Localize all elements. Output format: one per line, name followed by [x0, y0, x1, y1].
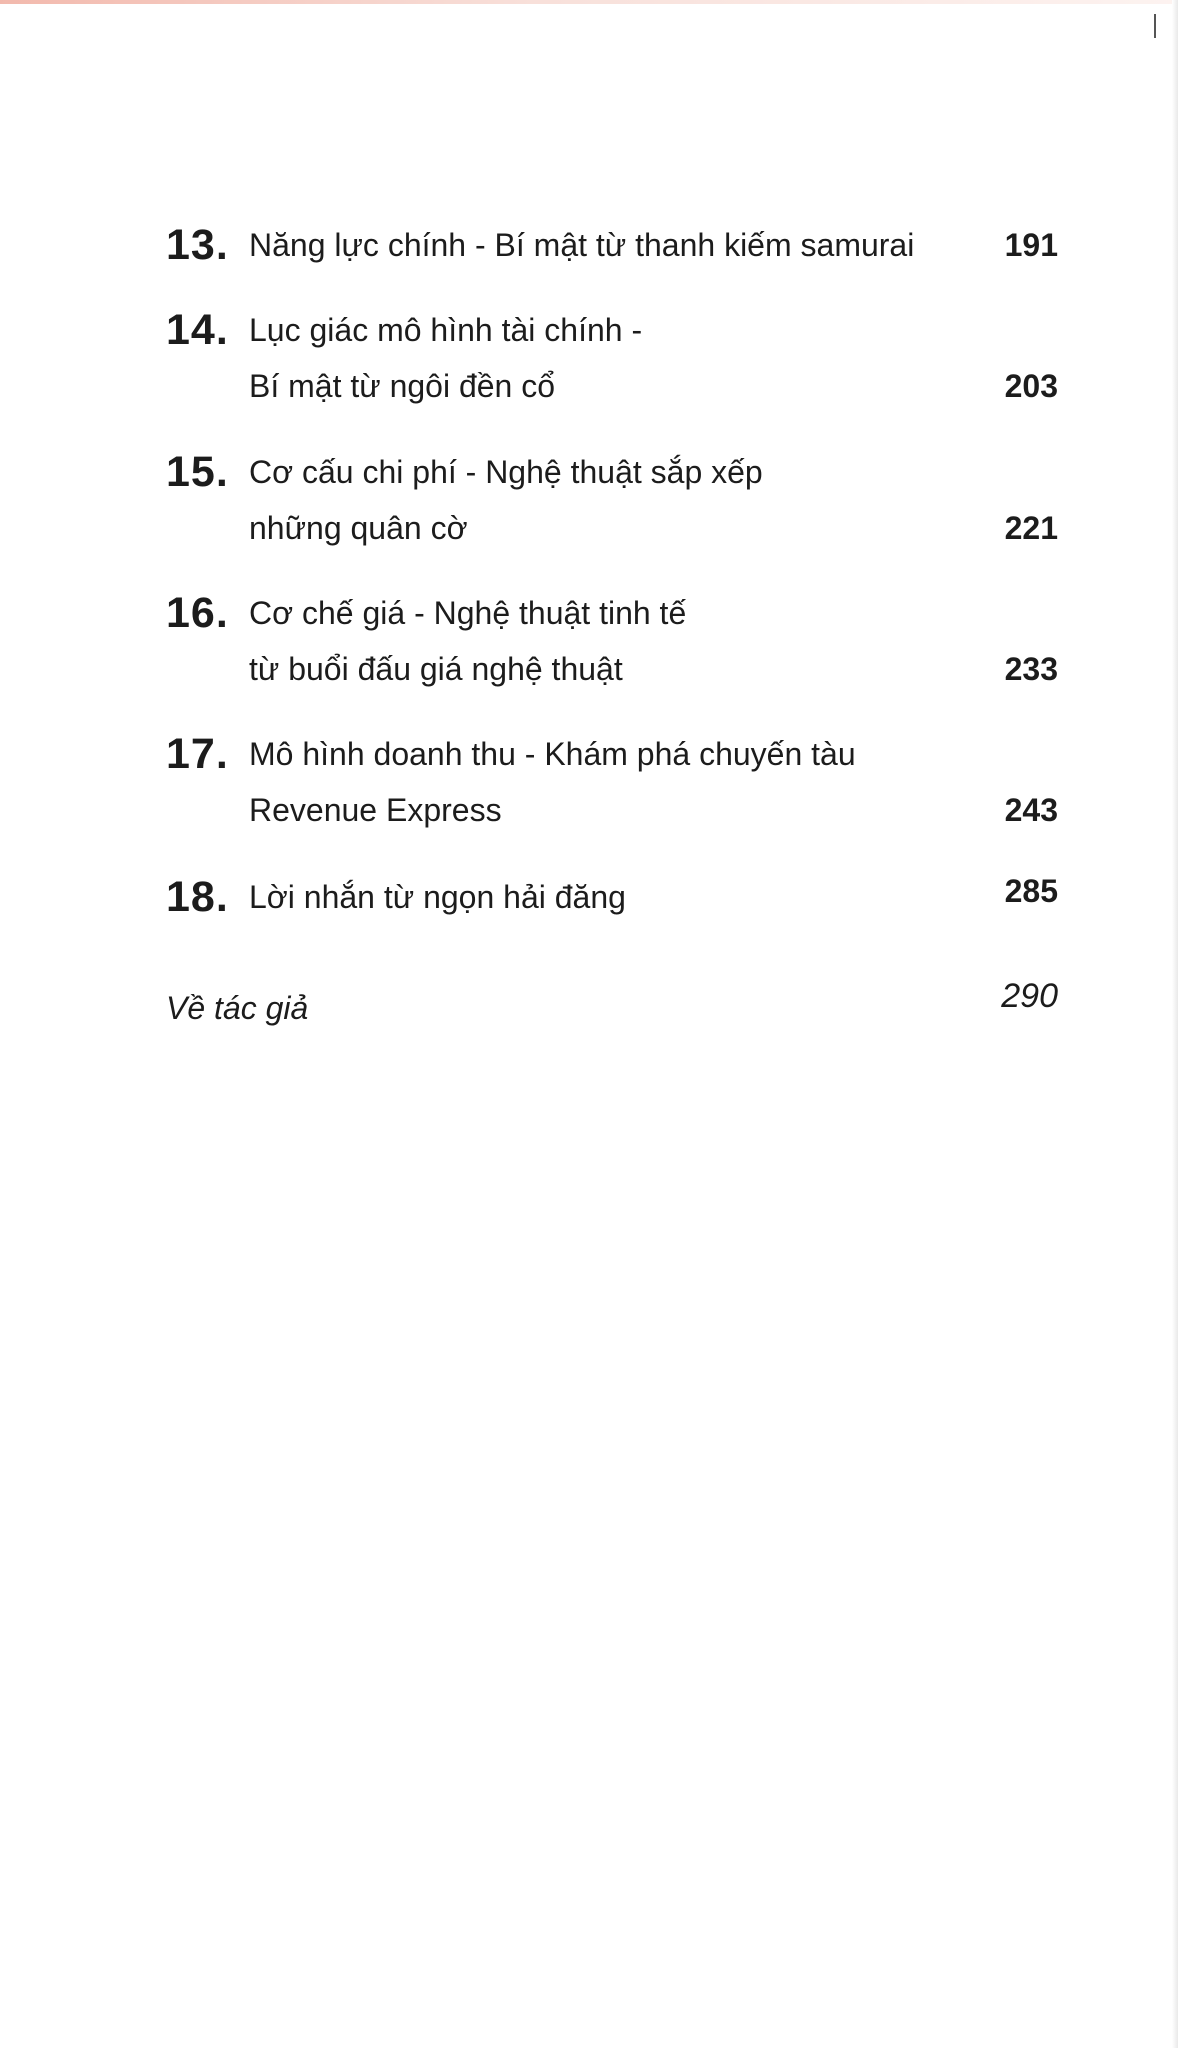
chapter-title-line-1: Cơ cấu chi phí - Nghệ thuật sắp xếp — [249, 454, 763, 490]
page-number: 243 — [1004, 792, 1058, 828]
chapter-number: 18. — [166, 873, 229, 921]
chapter-title-line-2: từ buổi đấu giá nghệ thuật — [249, 651, 623, 687]
page-number: 203 — [1004, 368, 1058, 404]
page-number: 285 — [1004, 873, 1058, 909]
chapter-number: 17. — [166, 730, 229, 778]
chapter-number: 13. — [166, 221, 229, 269]
about-author-label: Về tác giả — [166, 990, 309, 1026]
chapter-title-line-1: Lục giác mô hình tài chính - — [249, 312, 643, 348]
page-edge-right — [1172, 0, 1178, 2048]
chapter-title-line-2: Revenue Express — [249, 792, 502, 828]
page-number: 191 — [1004, 227, 1058, 263]
page-number: 233 — [1004, 651, 1058, 687]
chapter-title-line-1: Cơ chế giá - Nghệ thuật tinh tế — [249, 595, 687, 631]
corner-mark — [1154, 14, 1156, 38]
chapter-title-line-1: Năng lực chính - Bí mật từ thanh kiếm samurai — [249, 227, 915, 263]
chapter-title-line-1: Mô hình doanh thu - Khám phá chuyến tàu — [249, 736, 856, 772]
chapter-title-line-1: Lời nhắn từ ngọn hải đăng — [249, 879, 626, 915]
page-edge-top — [0, 0, 1178, 4]
chapter-number: 16. — [166, 589, 229, 637]
about-author-page-number: 290 — [1001, 977, 1058, 1015]
chapter-number: 15. — [166, 448, 229, 496]
page-number: 221 — [1004, 510, 1058, 546]
chapter-title-line-2: những quân cờ — [249, 510, 468, 546]
chapter-title-line-2: Bí mật từ ngôi đền cổ — [249, 368, 556, 404]
chapter-number: 14. — [166, 306, 229, 354]
